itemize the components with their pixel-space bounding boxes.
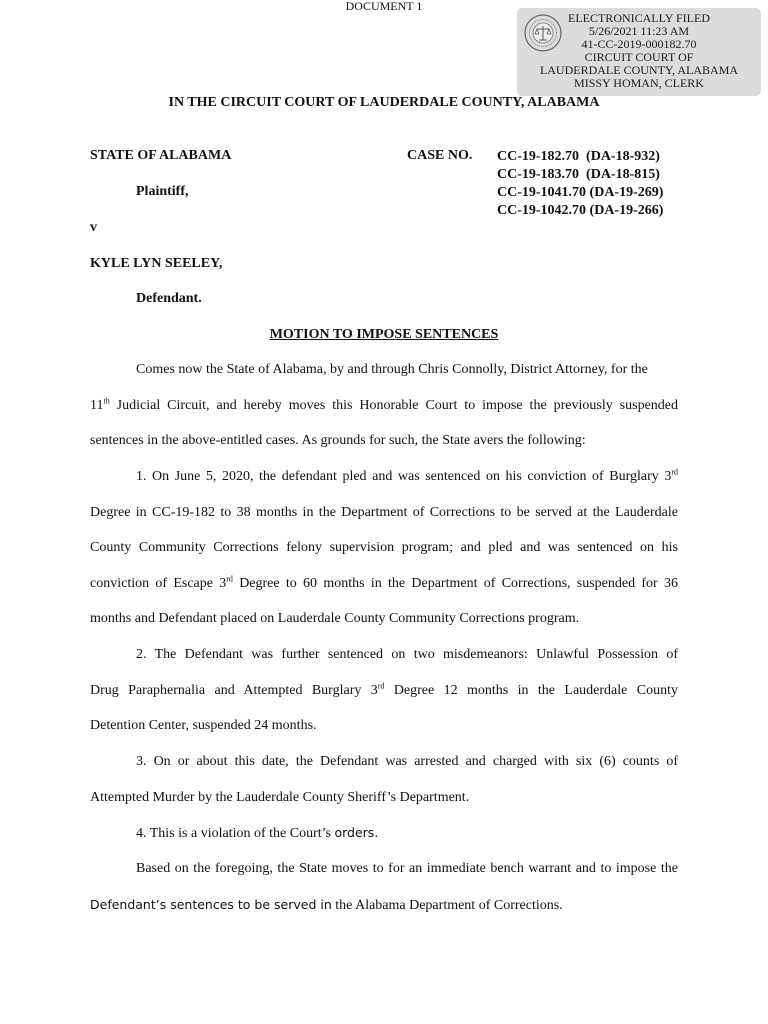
text-line xyxy=(90,851,678,887)
plaintiff-name: STATE OF ALABAMA xyxy=(90,148,232,163)
text-run: Attempted Murder by the Lauderdale County Sheriff’s Department. xyxy=(90,789,470,805)
case-number: CC-19-182.70 (DA-18-932) xyxy=(497,149,660,164)
case-number: CC-19-183.70 (DA-18-815) xyxy=(497,167,660,182)
text-line xyxy=(90,388,678,424)
text-run: Drug Paraphernalia and Attempted Burglary 3 xyxy=(90,682,378,698)
paragraph-3 xyxy=(90,744,678,815)
text-run: Degree to 60 months in the Department of Corrections, suspended for 36 xyxy=(232,575,678,591)
stamp-line: 41-CC-2019-000182.70 xyxy=(581,37,697,51)
case-no-label: CASE NO. xyxy=(407,148,473,163)
text-line xyxy=(90,887,678,923)
superscript: rd xyxy=(671,467,678,477)
document-label: DOCUMENT 1 xyxy=(345,0,423,13)
text-line xyxy=(90,637,678,673)
text-line xyxy=(90,708,678,744)
text-line xyxy=(90,744,678,780)
paragraph-4 xyxy=(90,815,678,851)
text-line xyxy=(90,815,678,851)
text-run: conviction of Escape 3 xyxy=(90,575,227,591)
stamp-line: CIRCUIT COURT OF xyxy=(584,50,694,64)
text-run: 3. On or about this date, the Defendant was arrested and charged with six (6) counts of xyxy=(136,754,678,769)
text-run: 4. This is a violation of the Court’s xyxy=(136,826,335,841)
case-number-list xyxy=(497,148,663,220)
text-line xyxy=(90,459,678,495)
text-line xyxy=(90,601,678,637)
text-line xyxy=(90,780,678,816)
superscript: rd xyxy=(226,574,233,584)
paragraph-1 xyxy=(90,459,678,637)
text-run: Comes now the State of Alabama, by and through Chris Connolly, District Attorney, for the xyxy=(136,362,648,377)
text-run: sentences in the above-entitled cases. As grounds for such, the State avers the following: xyxy=(90,433,586,449)
text-run: the Alabama Department of Corrections. xyxy=(331,897,563,913)
text-line xyxy=(90,352,678,388)
text-run: Based on the foregoing, the State moves to for an immediate bench warrant and to impose the xyxy=(136,861,678,876)
text-line xyxy=(90,566,678,602)
defendant-name: KYLE LYN SEELEY, xyxy=(90,256,223,271)
text-run: Defendant’s sentences to be served in xyxy=(90,896,332,912)
stamp-line: MISSY HOMAN, CLERK xyxy=(574,76,704,90)
case-number: CC-19-1042.70 (DA-19-266) xyxy=(497,203,664,218)
text-line xyxy=(90,423,678,459)
text-run: 1. On June 5, 2020, the defendant pled and was sentenced on his conviction of Burglary 3 xyxy=(136,469,672,484)
stamp-line: LAUDERDALE COUNTY, ALABAMA xyxy=(539,63,739,77)
superscript: th xyxy=(103,395,110,405)
text-run: 11 xyxy=(90,397,104,413)
stamp-line: ELECTRONICALLY FILED xyxy=(567,11,710,25)
defendant-role: Defendant. xyxy=(136,291,202,306)
text-run: orders. xyxy=(334,825,379,840)
text-line xyxy=(90,673,678,709)
text-run: months and Defendant placed on Lauderdale County Community Corrections program. xyxy=(90,611,580,627)
intro-paragraph xyxy=(90,352,678,459)
versus-label: v xyxy=(90,220,97,235)
text-run: Judicial Circuit, and hereby moves this Honorable Court to impose the previously suspended xyxy=(109,397,678,413)
case-number: CC-19-1041.70 (DA-19-269) xyxy=(497,185,664,200)
text-run: County Community Corrections felony supervision program; and pled and was sentenced on his xyxy=(90,540,678,556)
filing-stamp xyxy=(517,8,761,96)
text-run: Degree 12 months in the Lauderdale County xyxy=(384,682,678,698)
superscript: rd xyxy=(377,680,385,690)
text-line xyxy=(90,495,678,531)
stamp-line: 5/26/2021 11:23 AM xyxy=(588,24,690,38)
text-run: Degree in CC-19-182 to 38 months in the Department of Corrections to be served at the Lauderdale xyxy=(90,504,678,520)
conclusion-paragraph xyxy=(90,851,678,922)
text-run: Detention Center, suspended 24 months. xyxy=(90,718,317,734)
text-run: 2. The Defendant was further sentenced on two misdemeanors: Unlawful Possession of xyxy=(136,647,678,662)
stamp-text xyxy=(531,12,747,90)
motion-title: MOTION TO IMPOSE SENTENCES xyxy=(269,327,499,342)
court-title: IN THE CIRCUIT COURT OF LAUDERDALE COUNTY, ALABAMA xyxy=(168,95,600,110)
plaintiff-role: Plaintiff, xyxy=(136,184,189,199)
text-line xyxy=(90,530,678,566)
paragraph-2 xyxy=(90,637,678,744)
